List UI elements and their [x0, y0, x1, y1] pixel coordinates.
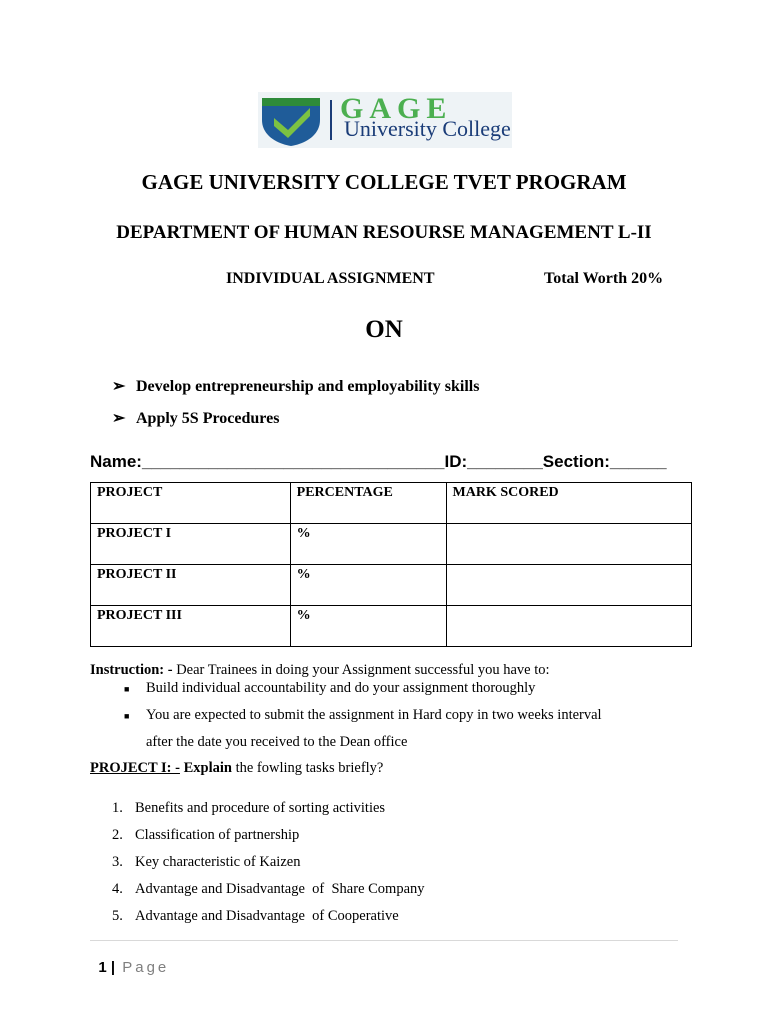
percentage-cell[interactable]: %: [290, 606, 446, 647]
logo-wordmark: GAGE: [340, 92, 453, 125]
project-cell: PROJECT III: [91, 606, 291, 647]
arrow-bullet-icon: ➢: [112, 410, 126, 427]
name-id-section-line[interactable]: Name:________________________________ID:________Section:______: [90, 452, 667, 471]
list-number: 1.: [112, 800, 123, 816]
task-text: Key characteristic of Kaizen: [135, 854, 301, 870]
arrow-bullet-icon: ➢: [112, 378, 126, 395]
page-footer: [90, 942, 169, 976]
page-word: Page: [115, 959, 170, 976]
task-text: Advantage and Disadvantage of Cooperative: [135, 908, 399, 924]
topic-item: [112, 376, 479, 396]
table-row: [91, 565, 692, 606]
marks-table: [90, 482, 692, 647]
instruction-line: [90, 662, 550, 679]
page-number: 1 |: [98, 959, 116, 976]
percentage-cell[interactable]: %: [290, 565, 446, 606]
task-text: Classification of partnership: [135, 827, 300, 843]
project-one-text: the fowling tasks briefly?: [231, 760, 384, 776]
task-text: Benefits and procedure of sorting activities: [135, 800, 386, 816]
list-item: [112, 881, 425, 898]
instruction-point-text: You are expected to submit the assignment in Hard copy in two weeks interval: [146, 707, 602, 723]
table-header-row: [91, 483, 692, 524]
square-bullet-icon: ■: [124, 683, 130, 694]
column-header: PERCENTAGE: [290, 483, 446, 524]
column-header: MARK SCORED: [446, 483, 692, 524]
list-number: 5.: [112, 908, 123, 924]
column-header: PROJECT: [91, 483, 291, 524]
list-number: 2.: [112, 827, 123, 843]
list-item: [112, 854, 300, 871]
task-text: Advantage and Disadvantage of Share Company: [135, 881, 425, 897]
mark-cell[interactable]: [446, 565, 692, 606]
topic-item: [112, 408, 279, 428]
instruction-point: [124, 707, 602, 724]
project-one-label: PROJECT I: -: [90, 760, 180, 776]
instruction-point-text: Build individual accountability and do your assignment thoroughly: [146, 680, 536, 696]
project-cell: PROJECT I: [91, 524, 291, 565]
mark-cell[interactable]: [446, 524, 692, 565]
on-heading: ON: [365, 316, 403, 343]
topic-text: Apply 5S Procedures: [136, 410, 280, 427]
topic-text: Develop entrepreneurship and employability skills: [136, 378, 480, 395]
instruction-point: [124, 680, 535, 697]
total-worth: Total Worth 20%: [544, 270, 664, 287]
list-number: 3.: [112, 854, 123, 870]
table-row: [91, 524, 692, 565]
instruction-text: Dear Trainees in doing your Assignment successful you have to:: [172, 662, 550, 678]
page-title: GAGE UNIVERSITY COLLEGE TVET PROGRAM: [141, 170, 627, 194]
mark-cell[interactable]: [446, 606, 692, 647]
project-cell: PROJECT II: [91, 565, 291, 606]
list-item: [112, 800, 385, 817]
square-bullet-icon: ■: [124, 710, 130, 721]
instruction-point-continued: after the date you received to the Dean office: [146, 734, 408, 750]
percentage-cell[interactable]: %: [290, 524, 446, 565]
instruction-label: Instruction: -: [90, 662, 173, 678]
table-row: [91, 606, 692, 647]
list-item: [112, 827, 299, 844]
logo-subtitle: University College: [344, 116, 511, 141]
assignment-type: INDIVIDUAL ASSIGNMENT: [226, 270, 435, 287]
project-one-heading: [90, 760, 383, 777]
department-title: DEPARTMENT OF HUMAN RESOURSE MANAGEMENT L-II: [116, 222, 652, 243]
footer-divider: [90, 940, 678, 941]
project-one-verb: Explain: [179, 760, 232, 776]
list-number: 4.: [112, 881, 123, 897]
list-item: [112, 908, 399, 925]
